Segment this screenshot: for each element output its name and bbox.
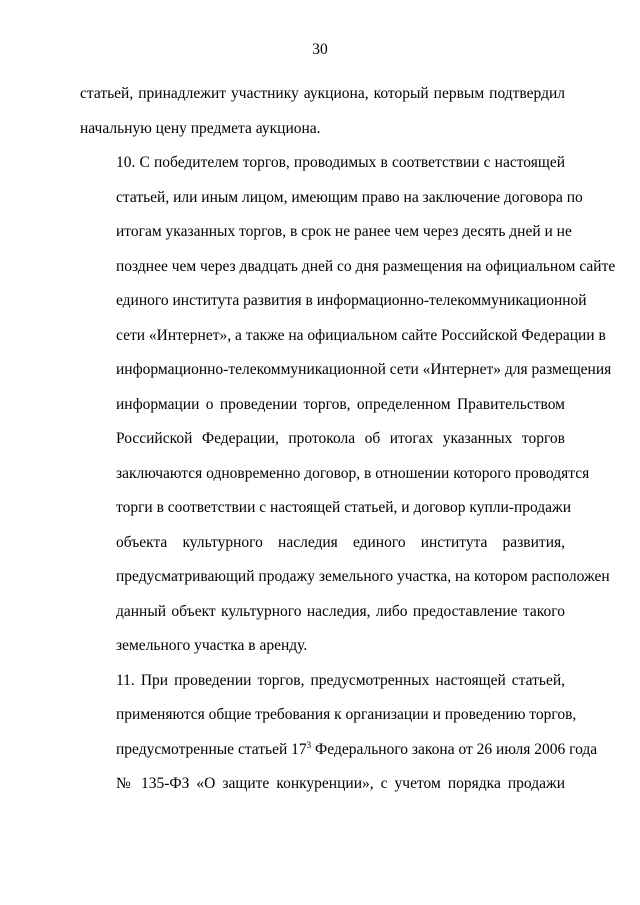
text-line: итогам указанных торгов, в срок не ранее чем через десять дней и не (116, 223, 572, 240)
text-line: начальную цену предмета аукциона. (80, 119, 321, 137)
text-line: объекта культурного наследия единого института развития, (116, 533, 565, 551)
paragraph (80, 146, 616, 664)
text-line: сети «Интернет», а также на официальном сайте Российской Федерации в (116, 326, 606, 344)
text-line: 11. При проведении торгов, предусмотренных настоящей статьей, (116, 671, 565, 689)
text-line: единого института развития в информационно-телекоммуникационной (116, 292, 587, 309)
text-line: земельного участка в аренду. (116, 637, 308, 654)
text-line: статьей, или иным лицом, имеющим право на заключение договора по (116, 188, 583, 206)
text-line: № 135-ФЗ «О защите конкуренции», с учетом порядка продажи (116, 775, 565, 792)
text-line: позднее чем через двадцать дней со дня размещения на официальном сайте (116, 257, 616, 275)
text-line: 10. С победителем торгов, проводимых в соответствии с настоящей (116, 154, 565, 171)
document-body (80, 77, 616, 802)
text-line: предусмотренные статьей $17^3$ Федерального закона от 26 июля 2006 года (116, 739, 598, 758)
paragraph (80, 77, 565, 146)
text-line: применяются общие требования к организации и проведению торгов, (116, 706, 577, 723)
text-line: предусматривающий продажу земельного участка, на котором расположен (116, 568, 610, 585)
text-line: информационно-телекоммуникационной сети «Интернет» для размещения (116, 361, 612, 378)
text-line: заключаются одновременно договор, в отношении которого проводятся (116, 464, 590, 482)
text-line: торги в соответствии с настоящей статьей, и договор купли-продажи (116, 499, 572, 516)
text-line: Российской Федерации, протокола об итогах указанных торгов (116, 430, 565, 447)
paragraph (80, 664, 598, 802)
text-line: информации о проведении торгов, определенном Правительством (116, 395, 565, 413)
text-line: данный объект культурного наследия, либо предоставление такого (116, 602, 565, 620)
page-number: 30 (312, 41, 328, 58)
text-line: статьей, принадлежит участнику аукциона, который первым подтвердил (80, 85, 565, 102)
